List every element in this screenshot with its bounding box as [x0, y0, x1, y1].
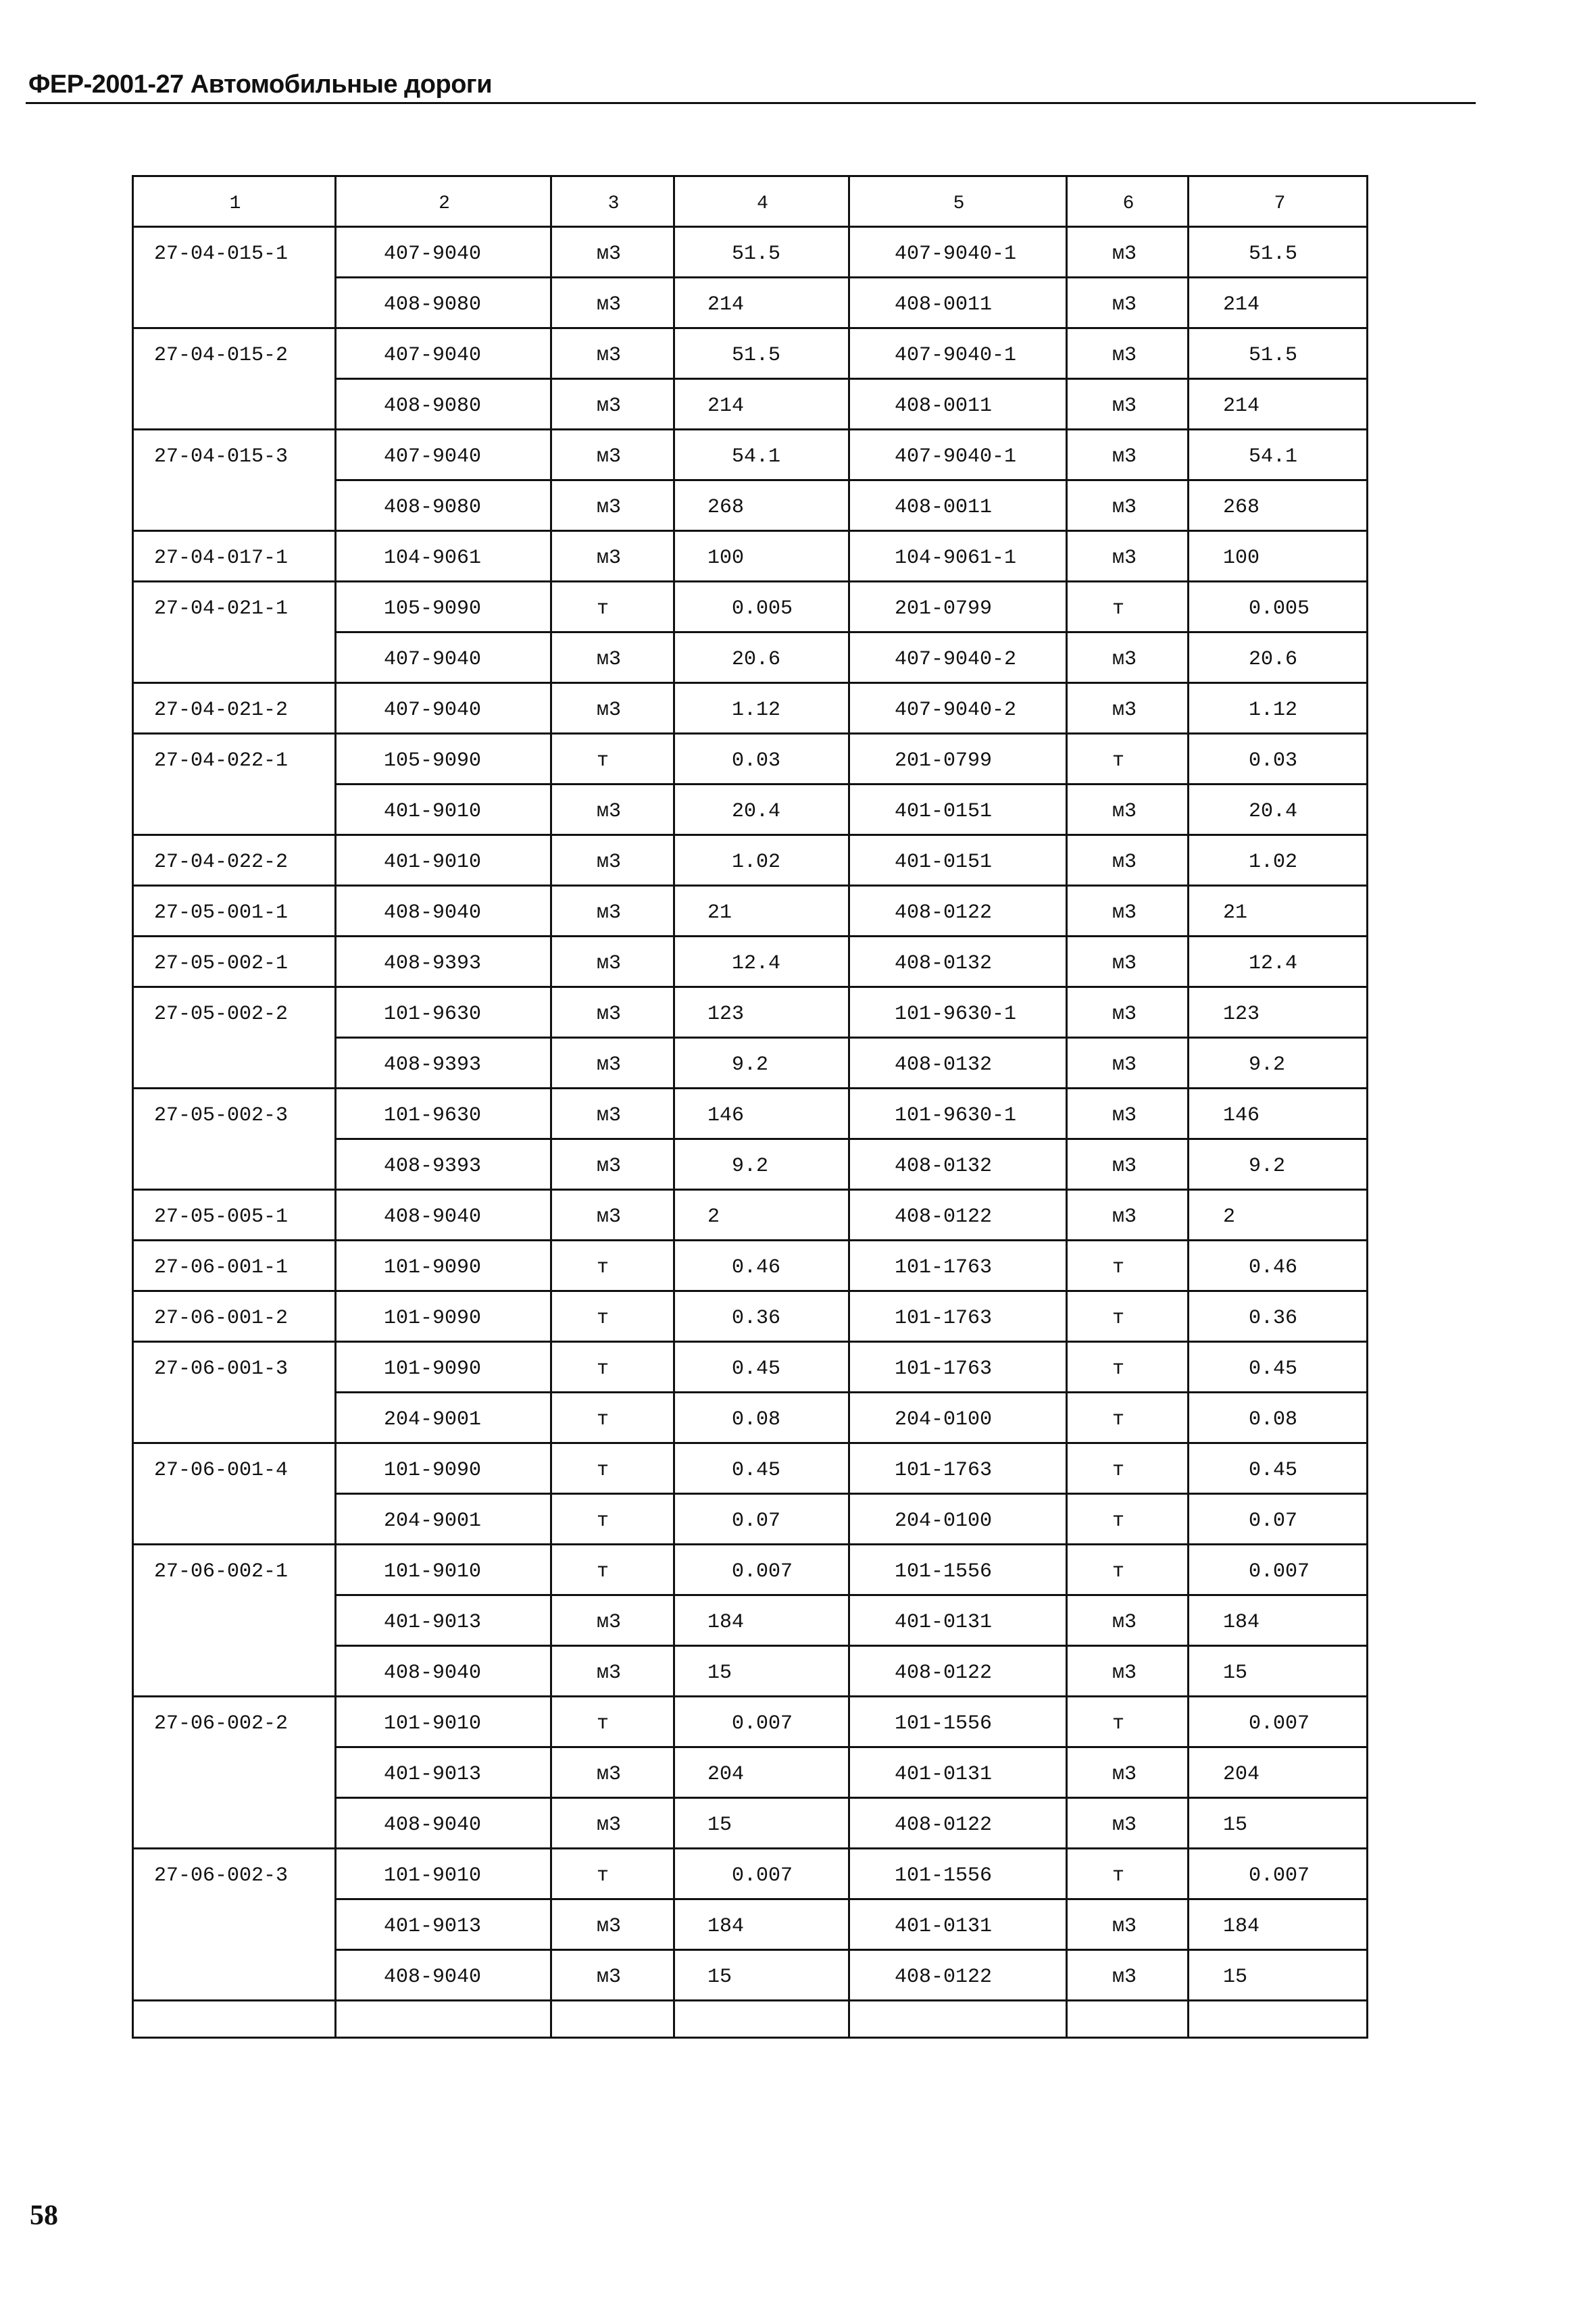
new-quantity: 51.5 — [1189, 228, 1368, 278]
quantity: 20.4 — [675, 785, 850, 836]
new-quantity: 20.6 — [1189, 633, 1368, 684]
new-resource-code: 408-0132 — [850, 1039, 1068, 1089]
unit: м3 — [552, 278, 675, 329]
quantity: 0.46 — [675, 1241, 850, 1292]
new-unit: т — [1068, 1292, 1189, 1343]
old-resource-code: 408-9040 — [336, 1191, 552, 1241]
new-quantity: 184 — [1189, 1900, 1368, 1951]
row-code: 27-04-015-1 — [154, 243, 289, 266]
new-resource-code: 408-0122 — [850, 1799, 1068, 1849]
old-resource-code: 407-9040 — [336, 329, 552, 380]
old-resource-code: 408-9040 — [336, 1951, 552, 2001]
row-code: 27-05-002-3 — [154, 1104, 289, 1127]
quantity: 2 — [675, 1191, 850, 1241]
old-resource-code: 101-9630 — [336, 1089, 552, 1140]
new-unit: т — [1068, 1444, 1189, 1495]
quantity: 15 — [675, 1647, 850, 1697]
new-unit: м3 — [1068, 988, 1189, 1039]
unit: т — [552, 1444, 675, 1495]
row-code: 27-06-002-1 — [154, 1560, 289, 1583]
new-resource-code: 407-9040-1 — [850, 430, 1068, 481]
row-code: 27-05-005-1 — [134, 1191, 336, 1241]
unit: м3 — [552, 937, 675, 988]
new-unit: м3 — [1068, 532, 1189, 582]
quantity: 214 — [675, 380, 850, 430]
new-unit: т — [1068, 1697, 1189, 1748]
row-code — [134, 1393, 336, 1444]
unit: м3 — [552, 684, 675, 735]
unit: м3 — [552, 887, 675, 937]
new-unit: м3 — [1068, 1191, 1189, 1241]
row-code — [134, 481, 336, 532]
unit: м3 — [552, 228, 675, 278]
new-resource-code: 407-9040-1 — [850, 329, 1068, 380]
new-quantity: 0.46 — [1189, 1241, 1368, 1292]
new-quantity: 0.36 — [1189, 1292, 1368, 1343]
new-resource-code: 401-0131 — [850, 1596, 1068, 1647]
unit: т — [552, 1241, 675, 1292]
new-unit: м3 — [1068, 1647, 1189, 1697]
quantity: 100 — [675, 532, 850, 582]
row-code: 27-06-001-4 — [154, 1459, 289, 1482]
unit: т — [552, 1849, 675, 1900]
new-resource-code: 101-1763 — [850, 1343, 1068, 1393]
new-quantity: 15 — [1189, 1951, 1368, 2001]
col-header-7: 7 — [1189, 177, 1368, 228]
new-unit: т — [1068, 1393, 1189, 1444]
page-number: 58 — [30, 2200, 58, 2231]
row-code — [134, 1647, 336, 1697]
new-unit: м3 — [1068, 633, 1189, 684]
old-resource-code: 401-9013 — [336, 1748, 552, 1799]
new-resource-code: 408-0122 — [850, 887, 1068, 937]
row-code — [134, 785, 336, 836]
row-code: 27-04-015-3 — [154, 445, 289, 468]
new-quantity: 214 — [1189, 278, 1368, 329]
unit: т — [552, 1495, 675, 1545]
old-resource-code: 408-9040 — [336, 1647, 552, 1697]
row-code — [134, 1039, 336, 1089]
new-quantity: 0.08 — [1189, 1393, 1368, 1444]
quantity: 20.6 — [675, 633, 850, 684]
new-resource-code: 408-0011 — [850, 481, 1068, 532]
quantity: 0.03 — [675, 735, 850, 785]
old-resource-code: 401-9013 — [336, 1596, 552, 1647]
new-resource-code: 104-9061-1 — [850, 532, 1068, 582]
new-quantity: 123 — [1189, 988, 1368, 1039]
new-quantity: 0.45 — [1189, 1444, 1368, 1495]
col-header-4: 4 — [675, 177, 850, 228]
row-code: 27-05-002-1 — [134, 937, 336, 988]
new-quantity: 12.4 — [1189, 937, 1368, 988]
old-resource-code: 408-9040 — [336, 887, 552, 937]
new-resource-code: 101-1556 — [850, 1545, 1068, 1596]
new-unit: м3 — [1068, 430, 1189, 481]
new-resource-code: 101-1556 — [850, 1849, 1068, 1900]
new-quantity: 15 — [1189, 1647, 1368, 1697]
col-header-6: 6 — [1068, 177, 1189, 228]
quantity: 0.45 — [675, 1444, 850, 1495]
row-code: 27-05-001-1 — [134, 887, 336, 937]
new-resource-code: 407-9040-1 — [850, 228, 1068, 278]
col-header-3: 3 — [552, 177, 675, 228]
new-unit: т — [1068, 1545, 1189, 1596]
new-unit: м3 — [1068, 278, 1189, 329]
unit: м3 — [552, 1900, 675, 1951]
new-resource-code: 408-0132 — [850, 937, 1068, 988]
new-unit: т — [1068, 735, 1189, 785]
unit: м3 — [552, 1039, 675, 1089]
row-code: 27-06-001-3 — [154, 1358, 289, 1380]
unit: м3 — [552, 532, 675, 582]
new-unit: м3 — [1068, 481, 1189, 532]
new-unit: м3 — [1068, 1140, 1189, 1191]
quantity: 51.5 — [675, 329, 850, 380]
old-resource-code: 408-9080 — [336, 481, 552, 532]
quantity: 146 — [675, 1089, 850, 1140]
unit: м3 — [552, 1799, 675, 1849]
col-header-2: 2 — [336, 177, 552, 228]
old-resource-code: 408-9080 — [336, 380, 552, 430]
row-code — [134, 1140, 336, 1191]
new-unit: м3 — [1068, 1951, 1189, 2001]
old-resource-code: 407-9040 — [336, 633, 552, 684]
old-resource-code: 101-9090 — [336, 1241, 552, 1292]
new-quantity: 21 — [1189, 887, 1368, 937]
unit: м3 — [552, 1596, 675, 1647]
new-quantity: 51.5 — [1189, 329, 1368, 380]
unit: м3 — [552, 329, 675, 380]
row-code — [134, 633, 336, 684]
row-code: 27-06-001-2 — [134, 1292, 336, 1343]
unit: м3 — [552, 1748, 675, 1799]
new-resource-code: 201-0799 — [850, 735, 1068, 785]
new-resource-code: 408-0122 — [850, 1191, 1068, 1241]
quantity: 0.007 — [675, 1545, 850, 1596]
old-resource-code: 104-9061 — [336, 532, 552, 582]
quantity: 54.1 — [675, 430, 850, 481]
new-resource-code: 101-1763 — [850, 1292, 1068, 1343]
old-resource-code: 401-9010 — [336, 785, 552, 836]
old-resource-code: 204-9001 — [336, 1393, 552, 1444]
new-unit: т — [1068, 1495, 1189, 1545]
new-resource-code: 101-1556 — [850, 1697, 1068, 1748]
page-header-title: ФЕР-2001-27 Автомобильные дороги — [28, 70, 493, 99]
row-code — [134, 1596, 336, 1647]
row-code: 27-06-002-3 — [154, 1864, 289, 1887]
unit: м3 — [552, 380, 675, 430]
unit: т — [552, 735, 675, 785]
unit: т — [552, 582, 675, 633]
row-code: 27-05-002-2 — [154, 1003, 289, 1026]
quantity: 51.5 — [675, 228, 850, 278]
new-resource-code: 201-0799 — [850, 582, 1068, 633]
new-unit: м3 — [1068, 1799, 1189, 1849]
row-code: 27-04-017-1 — [134, 532, 336, 582]
unit: м3 — [552, 1951, 675, 2001]
quantity: 0.007 — [675, 1849, 850, 1900]
row-code: 27-04-021-1 — [154, 597, 289, 620]
new-quantity: 2 — [1189, 1191, 1368, 1241]
old-resource-code: 101-9090 — [336, 1343, 552, 1393]
old-resource-code: 407-9040 — [336, 228, 552, 278]
data-table — [132, 175, 1368, 2039]
new-resource-code: 401-0131 — [850, 1748, 1068, 1799]
old-resource-code: 408-9393 — [336, 937, 552, 988]
unit: т — [552, 1343, 675, 1393]
old-resource-code: 407-9040 — [336, 430, 552, 481]
row-code — [134, 1900, 336, 1951]
old-resource-code: 408-9393 — [336, 1039, 552, 1089]
old-resource-code: 101-9630 — [336, 988, 552, 1039]
new-quantity: 15 — [1189, 1799, 1368, 1849]
new-resource-code: 204-0100 — [850, 1393, 1068, 1444]
new-quantity: 100 — [1189, 532, 1368, 582]
new-quantity: 1.12 — [1189, 684, 1368, 735]
new-unit: м3 — [1068, 1748, 1189, 1799]
old-resource-code: 105-9090 — [336, 735, 552, 785]
old-resource-code: 101-9010 — [336, 1849, 552, 1900]
unit: м3 — [552, 785, 675, 836]
quantity: 0.45 — [675, 1343, 850, 1393]
header-rule — [26, 102, 1476, 104]
quantity: 0.36 — [675, 1292, 850, 1343]
row-code — [134, 278, 336, 329]
quantity: 0.07 — [675, 1495, 850, 1545]
new-resource-code: 408-0122 — [850, 1951, 1068, 2001]
new-unit: т — [1068, 1343, 1189, 1393]
new-resource-code: 401-0151 — [850, 836, 1068, 887]
row-code — [134, 1951, 336, 2001]
new-unit: м3 — [1068, 1089, 1189, 1140]
quantity: 184 — [675, 1900, 850, 1951]
new-quantity: 54.1 — [1189, 430, 1368, 481]
new-resource-code: 204-0100 — [850, 1495, 1068, 1545]
row-code: 27-06-002-2 — [154, 1712, 289, 1735]
new-unit: м3 — [1068, 887, 1189, 937]
new-resource-code: 408-0132 — [850, 1140, 1068, 1191]
old-resource-code: 101-9010 — [336, 1545, 552, 1596]
new-resource-code: 407-9040-2 — [850, 633, 1068, 684]
new-resource-code: 101-9630-1 — [850, 988, 1068, 1039]
new-unit: м3 — [1068, 1039, 1189, 1089]
new-unit: м3 — [1068, 937, 1189, 988]
quantity: 9.2 — [675, 1140, 850, 1191]
new-resource-code: 407-9040-2 — [850, 684, 1068, 735]
old-resource-code: 101-9010 — [336, 1697, 552, 1748]
old-resource-code: 408-9040 — [336, 1799, 552, 1849]
unit: т — [552, 1697, 675, 1748]
new-quantity: 0.03 — [1189, 735, 1368, 785]
new-resource-code: 408-0011 — [850, 380, 1068, 430]
row-code: 27-04-022-1 — [154, 749, 289, 772]
new-unit: м3 — [1068, 380, 1189, 430]
new-resource-code: 408-0011 — [850, 278, 1068, 329]
new-quantity: 184 — [1189, 1596, 1368, 1647]
unit: т — [552, 1545, 675, 1596]
old-resource-code: 401-9010 — [336, 836, 552, 887]
new-quantity: 0.007 — [1189, 1849, 1368, 1900]
unit: т — [552, 1393, 675, 1444]
new-resource-code: 101-1763 — [850, 1241, 1068, 1292]
quantity: 15 — [675, 1951, 850, 2001]
col-header-5: 5 — [850, 177, 1068, 228]
quantity: 21 — [675, 887, 850, 937]
old-resource-code: 204-9001 — [336, 1495, 552, 1545]
unit: м3 — [552, 1140, 675, 1191]
new-quantity: 9.2 — [1189, 1140, 1368, 1191]
quantity: 1.02 — [675, 836, 850, 887]
new-quantity: 0.45 — [1189, 1343, 1368, 1393]
old-resource-code: 105-9090 — [336, 582, 552, 633]
new-quantity: 9.2 — [1189, 1039, 1368, 1089]
new-unit: м3 — [1068, 684, 1189, 735]
new-unit: м3 — [1068, 1900, 1189, 1951]
new-quantity: 146 — [1189, 1089, 1368, 1140]
new-unit: т — [1068, 1849, 1189, 1900]
col-header-1: 1 — [134, 177, 336, 228]
old-resource-code: 408-9080 — [336, 278, 552, 329]
quantity: 214 — [675, 278, 850, 329]
unit: м3 — [552, 430, 675, 481]
unit: м3 — [552, 1089, 675, 1140]
row-code — [134, 380, 336, 430]
row-code — [134, 1799, 336, 1849]
new-quantity: 0.005 — [1189, 582, 1368, 633]
new-quantity: 204 — [1189, 1748, 1368, 1799]
new-unit: м3 — [1068, 1596, 1189, 1647]
quantity: 0.007 — [675, 1697, 850, 1748]
old-resource-code: 408-9393 — [336, 1140, 552, 1191]
quantity: 268 — [675, 481, 850, 532]
new-resource-code: 408-0122 — [850, 1647, 1068, 1697]
new-quantity: 0.007 — [1189, 1697, 1368, 1748]
unit: м3 — [552, 1191, 675, 1241]
new-quantity: 0.07 — [1189, 1495, 1368, 1545]
quantity: 15 — [675, 1799, 850, 1849]
new-quantity: 0.007 — [1189, 1545, 1368, 1596]
quantity: 1.12 — [675, 684, 850, 735]
old-resource-code: 401-9013 — [336, 1900, 552, 1951]
row-code: 27-06-001-1 — [134, 1241, 336, 1292]
old-resource-code: 101-9090 — [336, 1292, 552, 1343]
new-quantity: 20.4 — [1189, 785, 1368, 836]
unit: т — [552, 1292, 675, 1343]
new-unit: м3 — [1068, 836, 1189, 887]
quantity: 9.2 — [675, 1039, 850, 1089]
row-code — [134, 1495, 336, 1545]
new-unit: м3 — [1068, 329, 1189, 380]
new-resource-code: 401-0131 — [850, 1900, 1068, 1951]
quantity: 0.08 — [675, 1393, 850, 1444]
new-quantity: 268 — [1189, 481, 1368, 532]
row-code: 27-04-021-2 — [134, 684, 336, 735]
row-code: 27-04-015-2 — [154, 344, 289, 367]
unit: м3 — [552, 836, 675, 887]
unit: м3 — [552, 481, 675, 532]
unit: м3 — [552, 1647, 675, 1697]
quantity: 12.4 — [675, 937, 850, 988]
unit: м3 — [552, 633, 675, 684]
quantity: 0.005 — [675, 582, 850, 633]
quantity: 184 — [675, 1596, 850, 1647]
new-unit: т — [1068, 1241, 1189, 1292]
row-code: 27-04-022-2 — [134, 836, 336, 887]
quantity: 204 — [675, 1748, 850, 1799]
new-quantity: 1.02 — [1189, 836, 1368, 887]
quantity: 123 — [675, 988, 850, 1039]
unit: м3 — [552, 988, 675, 1039]
new-resource-code: 101-9630-1 — [850, 1089, 1068, 1140]
row-code — [134, 1748, 336, 1799]
old-resource-code: 407-9040 — [336, 684, 552, 735]
new-resource-code: 401-0151 — [850, 785, 1068, 836]
new-unit: м3 — [1068, 785, 1189, 836]
old-resource-code: 101-9090 — [336, 1444, 552, 1495]
new-resource-code: 101-1763 — [850, 1444, 1068, 1495]
new-unit: т — [1068, 582, 1189, 633]
new-unit: м3 — [1068, 228, 1189, 278]
new-quantity: 214 — [1189, 380, 1368, 430]
